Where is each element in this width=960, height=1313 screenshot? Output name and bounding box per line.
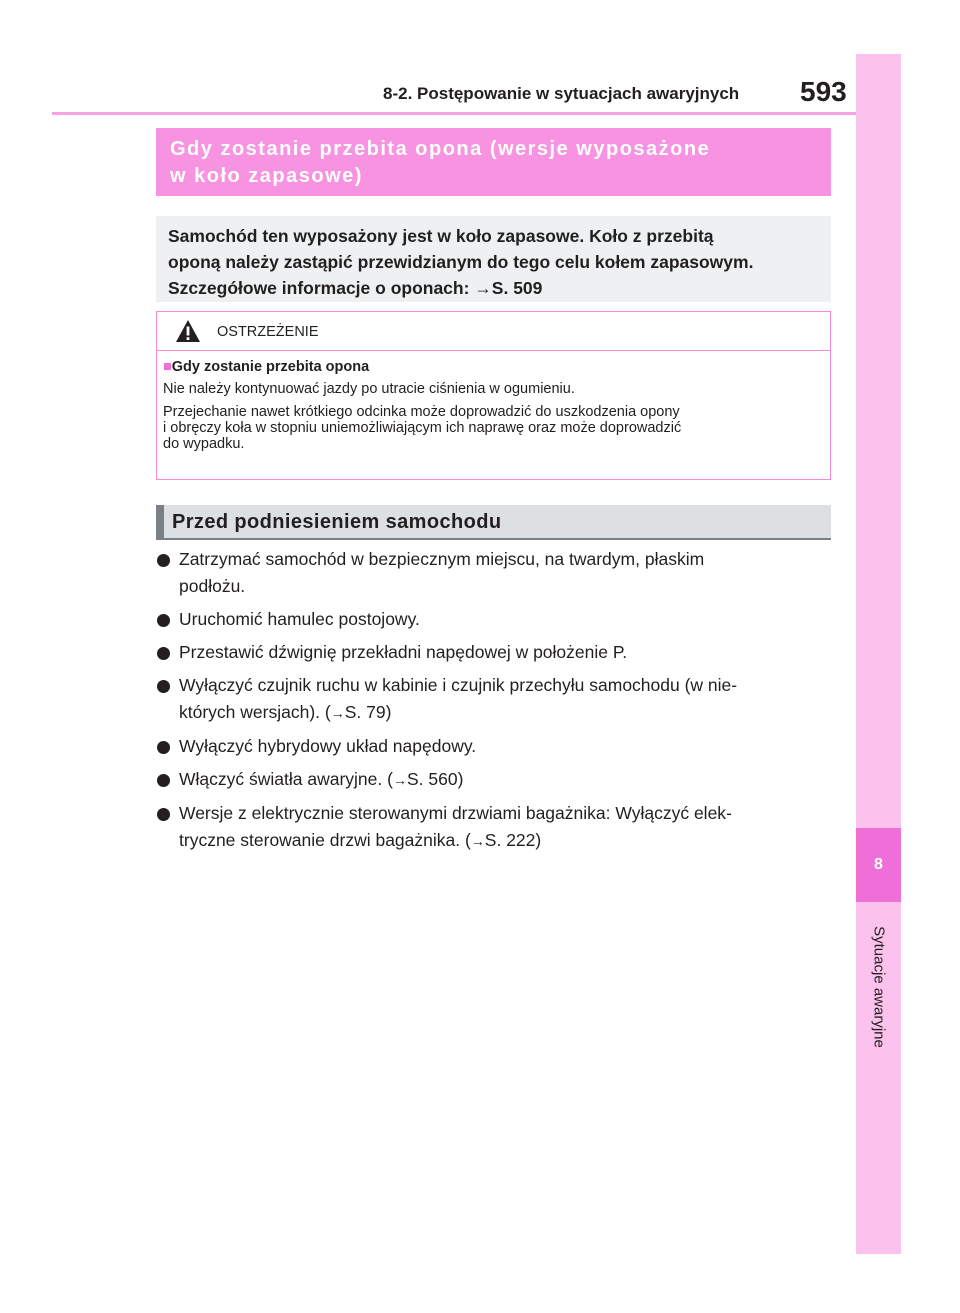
warning-line: do wypadku. [163, 436, 245, 452]
warning-body [157, 351, 830, 452]
list-item-line [179, 699, 836, 727]
list-item-line: Wersje z elektrycznie sterowanymi drzwiami bagażnika: Wyłączyć elek- [179, 803, 732, 823]
list-item-line [179, 827, 836, 855]
warning-paragraph: Nie należy kontynuować jazdy po utracie ciśnienia w ogumieniu. [163, 381, 575, 397]
list-item-text: ) [457, 769, 464, 789]
warning-subtitle-text: Gdy zostanie przebita opona [171, 359, 370, 375]
list-item [156, 546, 836, 600]
list-item-text: ) [385, 702, 392, 722]
intro-text: Szczegółowe informacje o oponach: [168, 278, 475, 298]
section-heading-before-lifting: Przed podniesieniem samochodu [156, 505, 831, 540]
list-item [156, 639, 836, 666]
reference-arrow-icon: → [474, 278, 492, 298]
list-item-text: Włączyć światła awaryjne. ( [179, 769, 393, 789]
list-item-line: podłożu. [179, 576, 246, 596]
warning-paragraph [163, 404, 825, 452]
side-tab-chapter-label[interactable]: Sytuacje awaryjne [870, 926, 888, 1048]
reference-arrow-icon: → [392, 772, 407, 788]
list-item [156, 672, 836, 727]
reference-arrow-icon: → [330, 705, 345, 721]
list-item-line [179, 766, 836, 794]
list-item [156, 766, 836, 794]
section-heading-flat-tire [156, 128, 831, 196]
list-item [156, 606, 836, 633]
warning-triangle-icon [175, 319, 201, 343]
bullet-dot-icon [157, 554, 170, 567]
bullet-dot-icon [157, 741, 170, 754]
warning-subtitle [163, 358, 825, 376]
list-item [156, 800, 836, 855]
intro-line [168, 275, 819, 301]
bullet-dot-icon [157, 680, 170, 693]
warning-box [156, 311, 831, 480]
list-item [156, 733, 836, 760]
list-item-text: których wersjach). ( [179, 702, 331, 722]
intro-box [156, 216, 831, 302]
warning-title: OSTRZEŻENIE [217, 324, 319, 340]
side-tab [856, 54, 901, 1254]
bullet-dot-icon [157, 808, 170, 821]
list-item-line: Zatrzymać samochód w bezpiecznym miejscu, na twardym, płaskim [179, 549, 705, 569]
page-reference-link[interactable]: S. 79 [344, 702, 386, 722]
bullet-dot-icon [157, 774, 170, 787]
header-rule [52, 112, 858, 115]
intro-line: oponą należy zastąpić przewidzianym do tego celu kołem zapasowym. [168, 252, 754, 272]
square-marker-icon: ■ [163, 359, 172, 375]
side-tab-chapter-number[interactable]: 8 [856, 828, 901, 902]
page-reference-link[interactable]: S. 222 [484, 830, 536, 850]
page-reference-link[interactable]: S. 560 [406, 769, 458, 789]
procedure-list [156, 546, 836, 861]
warning-line: Przejechanie nawet krótkiego odcinka może doprowadzić do uszkodzenia opony [163, 404, 680, 420]
warning-line: i obręczy koła w stopniu uniemożliwiającym ich naprawę oraz może doprowadzić [163, 420, 682, 436]
list-item-line: Wyłączyć czujnik ruchu w kabinie i czujnik przechyłu samochodu (w nie- [179, 675, 738, 695]
list-item-text: ) [535, 830, 542, 850]
page-number: 593 [800, 76, 847, 107]
list-item-line: Wyłączyć hybrydowy układ napędowy. [179, 736, 477, 756]
page-reference-link[interactable]: S. 509 [491, 278, 543, 298]
list-item-text: tryczne sterowanie drzwi bagażnika. ( [179, 830, 471, 850]
list-item-line: Uruchomić hamulec postojowy. [179, 609, 420, 629]
section-heading-line: w koło zapasowe) [170, 165, 363, 187]
intro-line: Samochód ten wyposażony jest w koło zapasowe. Koło z przebitą [168, 226, 714, 246]
bullet-dot-icon [157, 614, 170, 627]
section-heading-line: Gdy zostanie przebita opona (wersje wyposażone [170, 138, 711, 160]
bullet-dot-icon [157, 647, 170, 660]
header-title: 8-2. Postępowanie w sytuacjach awaryjnych [383, 84, 740, 103]
reference-arrow-icon: → [470, 833, 485, 849]
warning-header [157, 312, 830, 351]
list-item-line: Przestawić dźwignię przekładni napędowej w położenie P. [179, 642, 628, 662]
